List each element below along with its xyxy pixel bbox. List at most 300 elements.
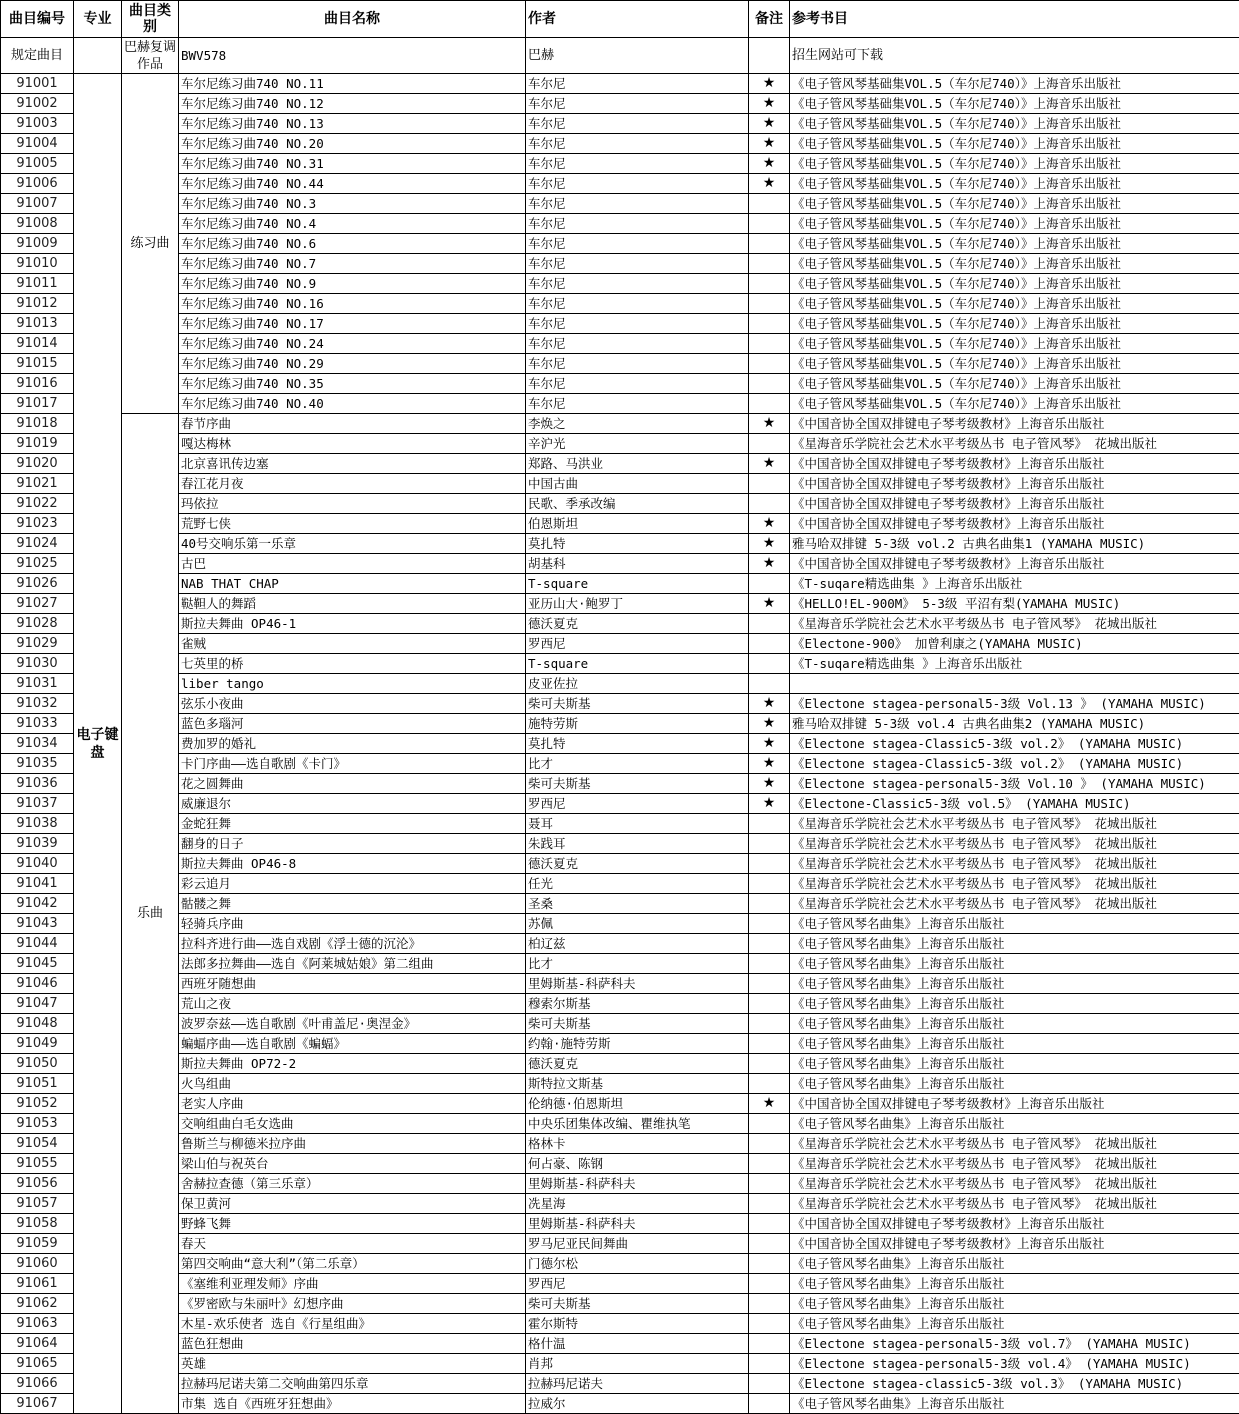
note-cell (749, 894, 790, 914)
category-cell: 练习曲 (122, 74, 179, 414)
song-title: 拉赫玛尼诺夫第二交响曲第四乐章 (179, 1374, 526, 1394)
reference-book: 《电子管风琴基础集VOL.5（车尔尼740）》上海音乐出版社 (790, 154, 1239, 174)
song-title: 法郎多拉舞曲——选自《阿莱城姑娘》第二组曲 (179, 954, 526, 974)
composer: 辛沪光 (526, 434, 749, 454)
note-cell (749, 1274, 790, 1294)
reference-book: 《T-suqare精选曲集 》上海音乐出版社 (790, 654, 1239, 674)
song-id: 91013 (1, 314, 74, 334)
composer: 车尔尼 (526, 134, 749, 154)
reference-book: 《电子管风琴名曲集》上海音乐出版社 (790, 954, 1239, 974)
song-title: 玛依拉 (179, 494, 526, 514)
note-cell (749, 334, 790, 354)
table-row (1, 794, 1239, 814)
star-icon: ★ (749, 114, 790, 134)
song-id: 91036 (1, 774, 74, 794)
song-title: 车尔尼练习曲740 NO.31 (179, 154, 526, 174)
song-title: 斯拉夫舞曲 OP46-8 (179, 854, 526, 874)
composer: 里姆斯基-科萨科夫 (526, 1214, 749, 1234)
table-row (1, 594, 1239, 614)
star-icon: ★ (749, 754, 790, 774)
song-id: 91062 (1, 1294, 74, 1314)
reference-book: 《中国音协全国双排键电子琴考级教材》上海音乐出版社 (790, 494, 1239, 514)
song-id: 91002 (1, 94, 74, 114)
song-id: 91030 (1, 654, 74, 674)
reference-book: 《Electone stagea-Classic5-3级 vol.2》 (YAMAHA MUSIC) (790, 754, 1239, 774)
song-id: 91049 (1, 1034, 74, 1054)
song-id: 91037 (1, 794, 74, 814)
reference-book: 《Electone stagea-personal5-3级 vol.4》 (YAMAHA MUSIC) (790, 1354, 1239, 1374)
composer: 车尔尼 (526, 374, 749, 394)
song-title: 西班牙随想曲 (179, 974, 526, 994)
composer: 冼星海 (526, 1194, 749, 1214)
reference-book: 《电子管风琴名曲集》上海音乐出版社 (790, 1074, 1239, 1094)
note-cell (749, 574, 790, 594)
header-reference: 参考书目 (790, 1, 1239, 38)
note-cell (749, 674, 790, 694)
song-id: 91022 (1, 494, 74, 514)
song-id: 91053 (1, 1114, 74, 1134)
note-cell (749, 834, 790, 854)
song-title: 骷髅之舞 (179, 894, 526, 914)
note-cell (749, 634, 790, 654)
composer: 车尔尼 (526, 394, 749, 414)
song-id: 91005 (1, 154, 74, 174)
note-cell (749, 374, 790, 394)
star-icon: ★ (749, 174, 790, 194)
reference-book: 《星海音乐学院社会艺术水平考级丛书 电子管风琴》 花城出版社 (790, 834, 1239, 854)
note-cell (749, 1214, 790, 1234)
reference-book: 《电子管风琴名曲集》上海音乐出版社 (790, 934, 1239, 954)
table-row (1, 734, 1239, 754)
composer: 车尔尼 (526, 174, 749, 194)
note-cell (749, 1034, 790, 1054)
table-row (1, 1274, 1239, 1294)
song-title: 火鸟组曲 (179, 1074, 526, 1094)
table-row (1, 974, 1239, 994)
reference-book: 《Electone stagea-Classic5-3级 vol.2》 (YAMAHA MUSIC) (790, 734, 1239, 754)
song-title: 车尔尼练习曲740 NO.4 (179, 214, 526, 234)
song-id: 91026 (1, 574, 74, 594)
star-icon: ★ (749, 94, 790, 114)
note-cell (749, 1114, 790, 1134)
song-id: 91052 (1, 1094, 74, 1114)
song-id: 91032 (1, 694, 74, 714)
reference-book: 雅马哈双排键 5-3级 vol.2 古典名曲集1 (YAMAHA MUSIC) (790, 534, 1239, 554)
star-icon: ★ (749, 694, 790, 714)
composer: 德沃夏克 (526, 614, 749, 634)
table-row (1, 154, 1239, 174)
composer: 门德尔松 (526, 1254, 749, 1274)
song-title: 市集 选自《西班牙狂想曲》 (179, 1394, 526, 1414)
table-row (1, 214, 1239, 234)
composer: 车尔尼 (526, 214, 749, 234)
table-row (1, 1214, 1239, 1234)
note-cell (749, 614, 790, 634)
table-row (1, 574, 1239, 594)
note-cell (749, 214, 790, 234)
reference-book: 《星海音乐学院社会艺术水平考级丛书 电子管风琴》 花城出版社 (790, 1194, 1239, 1214)
composer: 苏佩 (526, 914, 749, 934)
song-title: 彩云追月 (179, 874, 526, 894)
category-cell: 乐曲 (122, 414, 179, 1414)
table-row (1, 434, 1239, 454)
composer: 车尔尼 (526, 114, 749, 134)
reference-book: 《中国音协全国双排键电子琴考级教材》上海音乐出版社 (790, 474, 1239, 494)
composer: 车尔尼 (526, 334, 749, 354)
song-title: 鞑靼人的舞蹈 (179, 594, 526, 614)
composer: 中国古曲 (526, 474, 749, 494)
note-cell (749, 1294, 790, 1314)
composer: 施特劳斯 (526, 714, 749, 734)
song-title: 卡门序曲——选自歌剧《卡门》 (179, 754, 526, 774)
note-cell (749, 954, 790, 974)
note-cell (749, 994, 790, 1014)
header-id: 曲目编号 (1, 1, 74, 38)
reference-book (790, 674, 1239, 694)
composer: 民歌、季承改编 (526, 494, 749, 514)
note-cell (749, 934, 790, 954)
song-title: 斯拉夫舞曲 OP72-2 (179, 1054, 526, 1074)
reference-book: 《电子管风琴基础集VOL.5（车尔尼740）》上海音乐出版社 (790, 234, 1239, 254)
song-title: 春节序曲 (179, 414, 526, 434)
song-title: 40号交响乐第一乐章 (179, 534, 526, 554)
song-id: 91024 (1, 534, 74, 554)
composer: 车尔尼 (526, 194, 749, 214)
song-title: 车尔尼练习曲740 NO.35 (179, 374, 526, 394)
reference-book: 《中国音协全国双排键电子琴考级教材》上海音乐出版社 (790, 414, 1239, 434)
song-id: 91039 (1, 834, 74, 854)
song-id: 91006 (1, 174, 74, 194)
reference-book: 《电子管风琴基础集VOL.5（车尔尼740）》上海音乐出版社 (790, 374, 1239, 394)
table-row (1, 1074, 1239, 1094)
header-category: 曲目类别 (122, 1, 179, 38)
table-row (1, 854, 1239, 874)
song-title: 车尔尼练习曲740 NO.12 (179, 94, 526, 114)
required-title: BWV578 (179, 38, 526, 74)
song-title: 蓝色狂想曲 (179, 1334, 526, 1354)
song-id: 91034 (1, 734, 74, 754)
reference-book: 《星海音乐学院社会艺术水平考级丛书 电子管风琴》 花城出版社 (790, 854, 1239, 874)
table-row (1, 114, 1239, 134)
table-row (1, 94, 1239, 114)
composer: T-square (526, 574, 749, 594)
note-cell (749, 1394, 790, 1414)
reference-book: 《电子管风琴基础集VOL.5（车尔尼740）》上海音乐出版社 (790, 174, 1239, 194)
reference-book: 《Electone-Classic5-3级 vol.5》 (YAMAHA MUSIC) (790, 794, 1239, 814)
reference-book: 《电子管风琴基础集VOL.5（车尔尼740）》上海音乐出版社 (790, 314, 1239, 334)
table-row (1, 254, 1239, 274)
song-id: 91020 (1, 454, 74, 474)
song-id: 91064 (1, 1334, 74, 1354)
reference-book: 《电子管风琴基础集VOL.5（车尔尼740）》上海音乐出版社 (790, 274, 1239, 294)
table-row (1, 414, 1239, 434)
song-title: 弦乐小夜曲 (179, 694, 526, 714)
composer: T-square (526, 654, 749, 674)
composer: 聂耳 (526, 814, 749, 834)
song-id: 91040 (1, 854, 74, 874)
song-id: 91003 (1, 114, 74, 134)
song-id: 91057 (1, 1194, 74, 1214)
song-id: 91028 (1, 614, 74, 634)
song-id: 91001 (1, 74, 74, 94)
reference-book: 《电子管风琴基础集VOL.5（车尔尼740）》上海音乐出版社 (790, 94, 1239, 114)
song-title: 荒野七侠 (179, 514, 526, 534)
song-title: 车尔尼练习曲740 NO.20 (179, 134, 526, 154)
note-cell (749, 254, 790, 274)
note-cell (749, 1174, 790, 1194)
reference-book: 《电子管风琴基础集VOL.5（车尔尼740）》上海音乐出版社 (790, 214, 1239, 234)
reference-book: 《星海音乐学院社会艺术水平考级丛书 电子管风琴》 花城出版社 (790, 894, 1239, 914)
song-title: 第四交响曲“意大利”（第二乐章） (179, 1254, 526, 1274)
table-row (1, 334, 1239, 354)
reference-book: 《HELLO!EL-900M》 5-3级 平沼有梨(YAMAHA MUSIC) (790, 594, 1239, 614)
song-id: 91047 (1, 994, 74, 1014)
reference-book: 《Electone stagea-personal5-3级 Vol.13 》 (YAMAHA MUSIC) (790, 694, 1239, 714)
reference-book: 《中国音协全国双排键电子琴考级教材》上海音乐出版社 (790, 454, 1239, 474)
song-title: 雀贼 (179, 634, 526, 654)
composer: 任光 (526, 874, 749, 894)
reference-book: 《电子管风琴名曲集》上海音乐出版社 (790, 1054, 1239, 1074)
song-id: 91067 (1, 1394, 74, 1414)
song-id: 91042 (1, 894, 74, 914)
table-row (1, 654, 1239, 674)
composer: 比才 (526, 754, 749, 774)
reference-book: 《电子管风琴名曲集》上海音乐出版社 (790, 1314, 1239, 1334)
composer: 车尔尼 (526, 94, 749, 114)
song-title: 鲁斯兰与柳德米拉序曲 (179, 1134, 526, 1154)
song-title: 《罗密欧与朱丽叶》幻想序曲 (179, 1294, 526, 1314)
song-title: 威廉退尔 (179, 794, 526, 814)
table-row (1, 714, 1239, 734)
song-id: 91044 (1, 934, 74, 954)
reference-book: 《电子管风琴基础集VOL.5（车尔尼740）》上海音乐出版社 (790, 334, 1239, 354)
star-icon: ★ (749, 454, 790, 474)
song-id: 91061 (1, 1274, 74, 1294)
song-title: 车尔尼练习曲740 NO.3 (179, 194, 526, 214)
composer: 朱践耳 (526, 834, 749, 854)
table-row (1, 1194, 1239, 1214)
table-row (1, 514, 1239, 534)
table-row (1, 614, 1239, 634)
song-id: 91019 (1, 434, 74, 454)
song-id: 91059 (1, 1234, 74, 1254)
composer: 伦纳德·伯恩斯坦 (526, 1094, 749, 1114)
reference-book: 《电子管风琴名曲集》上海音乐出版社 (790, 994, 1239, 1014)
table-row (1, 1234, 1239, 1254)
table-row (1, 1134, 1239, 1154)
song-id: 91021 (1, 474, 74, 494)
song-id: 91004 (1, 134, 74, 154)
table-row (1, 1094, 1239, 1114)
reference-book: 《电子管风琴名曲集》上海音乐出版社 (790, 1254, 1239, 1274)
reference-book: 《电子管风琴基础集VOL.5（车尔尼740）》上海音乐出版社 (790, 194, 1239, 214)
composer: 柴可夫斯基 (526, 774, 749, 794)
table-row (1, 554, 1239, 574)
star-icon: ★ (749, 554, 790, 574)
table-row (1, 454, 1239, 474)
table-row (1, 754, 1239, 774)
song-id: 91023 (1, 514, 74, 534)
composer: 车尔尼 (526, 314, 749, 334)
reference-book: 雅马哈双排键 5-3级 vol.4 古典名曲集2 (YAMAHA MUSIC) (790, 714, 1239, 734)
song-id: 91058 (1, 1214, 74, 1234)
reference-book: 《中国音协全国双排键电子琴考级教材》上海音乐出版社 (790, 1094, 1239, 1114)
song-title: 费加罗的婚礼 (179, 734, 526, 754)
star-icon: ★ (749, 414, 790, 434)
required-composer: 巴赫 (526, 38, 749, 74)
required-category: 巴赫复调作品 (122, 38, 179, 74)
song-title: 车尔尼练习曲740 NO.29 (179, 354, 526, 374)
song-title: liber tango (179, 674, 526, 694)
reference-book: 《电子管风琴名曲集》上海音乐出版社 (790, 1294, 1239, 1314)
required-row (1, 38, 1239, 74)
star-icon: ★ (749, 514, 790, 534)
reference-book: 《电子管风琴名曲集》上海音乐出版社 (790, 974, 1239, 994)
composer: 穆索尔斯基 (526, 994, 749, 1014)
song-id: 91010 (1, 254, 74, 274)
song-title: 斯拉夫舞曲 OP46-1 (179, 614, 526, 634)
composer: 莫扎特 (526, 734, 749, 754)
composer: 格林卡 (526, 1134, 749, 1154)
table-row (1, 1054, 1239, 1074)
note-cell (749, 354, 790, 374)
song-title: 车尔尼练习曲740 NO.13 (179, 114, 526, 134)
table-row (1, 1374, 1239, 1394)
composer: 车尔尼 (526, 234, 749, 254)
reference-book: 《电子管风琴基础集VOL.5（车尔尼740）》上海音乐出版社 (790, 134, 1239, 154)
note-cell (749, 1334, 790, 1354)
song-title: 花之圆舞曲 (179, 774, 526, 794)
song-title: NAB THAT CHAP (179, 574, 526, 594)
composer: 何占豪、陈钢 (526, 1154, 749, 1174)
table-row (1, 134, 1239, 154)
composer: 皮亚佐拉 (526, 674, 749, 694)
reference-book: 《Electone stagea-personal5-3级 vol.7》 (YAMAHA MUSIC) (790, 1334, 1239, 1354)
song-id: 91055 (1, 1154, 74, 1174)
composer: 约翰·施特劳斯 (526, 1034, 749, 1054)
song-title: 翻身的日子 (179, 834, 526, 854)
reference-book: 《电子管风琴名曲集》上海音乐出版社 (790, 1394, 1239, 1414)
table-row (1, 1034, 1239, 1054)
table-row (1, 374, 1239, 394)
table-row (1, 1314, 1239, 1334)
table-row (1, 874, 1239, 894)
table-row (1, 894, 1239, 914)
note-cell (749, 234, 790, 254)
table-row (1, 814, 1239, 834)
table-row (1, 1254, 1239, 1274)
reference-book: 《电子管风琴名曲集》上海音乐出版社 (790, 1034, 1239, 1054)
song-title: 老实人序曲 (179, 1094, 526, 1114)
table-row (1, 274, 1239, 294)
composer: 伯恩斯坦 (526, 514, 749, 534)
composer: 车尔尼 (526, 274, 749, 294)
composer: 柴可夫斯基 (526, 1014, 749, 1034)
note-cell (749, 394, 790, 414)
composer: 车尔尼 (526, 74, 749, 94)
song-title: 古巴 (179, 554, 526, 574)
composer: 格什温 (526, 1334, 749, 1354)
composer: 肖邦 (526, 1354, 749, 1374)
reference-book: 《星海音乐学院社会艺术水平考级丛书 电子管风琴》 花城出版社 (790, 1154, 1239, 1174)
star-icon: ★ (749, 534, 790, 554)
composer: 比才 (526, 954, 749, 974)
reference-book: 《电子管风琴基础集VOL.5（车尔尼740）》上海音乐出版社 (790, 254, 1239, 274)
header-major: 专业 (74, 1, 122, 38)
song-id: 91063 (1, 1314, 74, 1334)
reference-book: 《星海音乐学院社会艺术水平考级丛书 电子管风琴》 花城出版社 (790, 614, 1239, 634)
table-row (1, 354, 1239, 374)
table-row (1, 774, 1239, 794)
star-icon: ★ (749, 594, 790, 614)
song-id: 91054 (1, 1134, 74, 1154)
table-row (1, 474, 1239, 494)
table-row (1, 1114, 1239, 1134)
reference-book: 《电子管风琴名曲集》上海音乐出版社 (790, 1114, 1239, 1134)
note-cell (749, 434, 790, 454)
table-row (1, 74, 1239, 94)
table-row (1, 834, 1239, 854)
composer: 罗马尼亚民间舞曲 (526, 1234, 749, 1254)
composer: 车尔尼 (526, 154, 749, 174)
composer: 胡基科 (526, 554, 749, 574)
song-id: 91009 (1, 234, 74, 254)
note-cell (749, 474, 790, 494)
note-cell (749, 1154, 790, 1174)
song-id: 91038 (1, 814, 74, 834)
reference-book: 《电子管风琴名曲集》上海音乐出版社 (790, 914, 1239, 934)
reference-book: 《星海音乐学院社会艺术水平考级丛书 电子管风琴》 花城出版社 (790, 1174, 1239, 1194)
star-icon: ★ (749, 734, 790, 754)
song-id: 91060 (1, 1254, 74, 1274)
song-title: 北京喜讯传边塞 (179, 454, 526, 474)
reference-book: 《电子管风琴基础集VOL.5（车尔尼740）》上海音乐出版社 (790, 354, 1239, 374)
song-title: 舍赫拉查德（第三乐章） (179, 1174, 526, 1194)
song-id: 91050 (1, 1054, 74, 1074)
note-cell (749, 294, 790, 314)
song-title: 车尔尼练习曲740 NO.6 (179, 234, 526, 254)
song-title: 蝙蝠序曲——选自歌剧《蝙蝠》 (179, 1034, 526, 1054)
note-cell (749, 1374, 790, 1394)
song-title: 嘎达梅林 (179, 434, 526, 454)
song-title: 七英里的桥 (179, 654, 526, 674)
star-icon: ★ (749, 794, 790, 814)
song-id: 91065 (1, 1354, 74, 1374)
song-id: 91008 (1, 214, 74, 234)
composer: 里姆斯基-科萨科夫 (526, 1174, 749, 1194)
song-title: 保卫黄河 (179, 1194, 526, 1214)
song-title: 金蛇狂舞 (179, 814, 526, 834)
table-row (1, 1354, 1239, 1374)
note-cell (749, 654, 790, 674)
note-cell (749, 1314, 790, 1334)
header-title: 曲目名称 (179, 1, 526, 38)
song-id: 91035 (1, 754, 74, 774)
song-id: 91031 (1, 674, 74, 694)
composer: 罗西尼 (526, 794, 749, 814)
song-title: 车尔尼练习曲740 NO.16 (179, 294, 526, 314)
table-row (1, 394, 1239, 414)
reference-book: 《中国音协全国双排键电子琴考级教材》上海音乐出版社 (790, 1214, 1239, 1234)
composer: 圣桑 (526, 894, 749, 914)
table-row (1, 534, 1239, 554)
song-title: 车尔尼练习曲740 NO.17 (179, 314, 526, 334)
song-title: 梁山伯与祝英台 (179, 1154, 526, 1174)
song-title: 车尔尼练习曲740 NO.44 (179, 174, 526, 194)
star-icon: ★ (749, 714, 790, 734)
song-title: 英雄 (179, 1354, 526, 1374)
note-cell (749, 1134, 790, 1154)
